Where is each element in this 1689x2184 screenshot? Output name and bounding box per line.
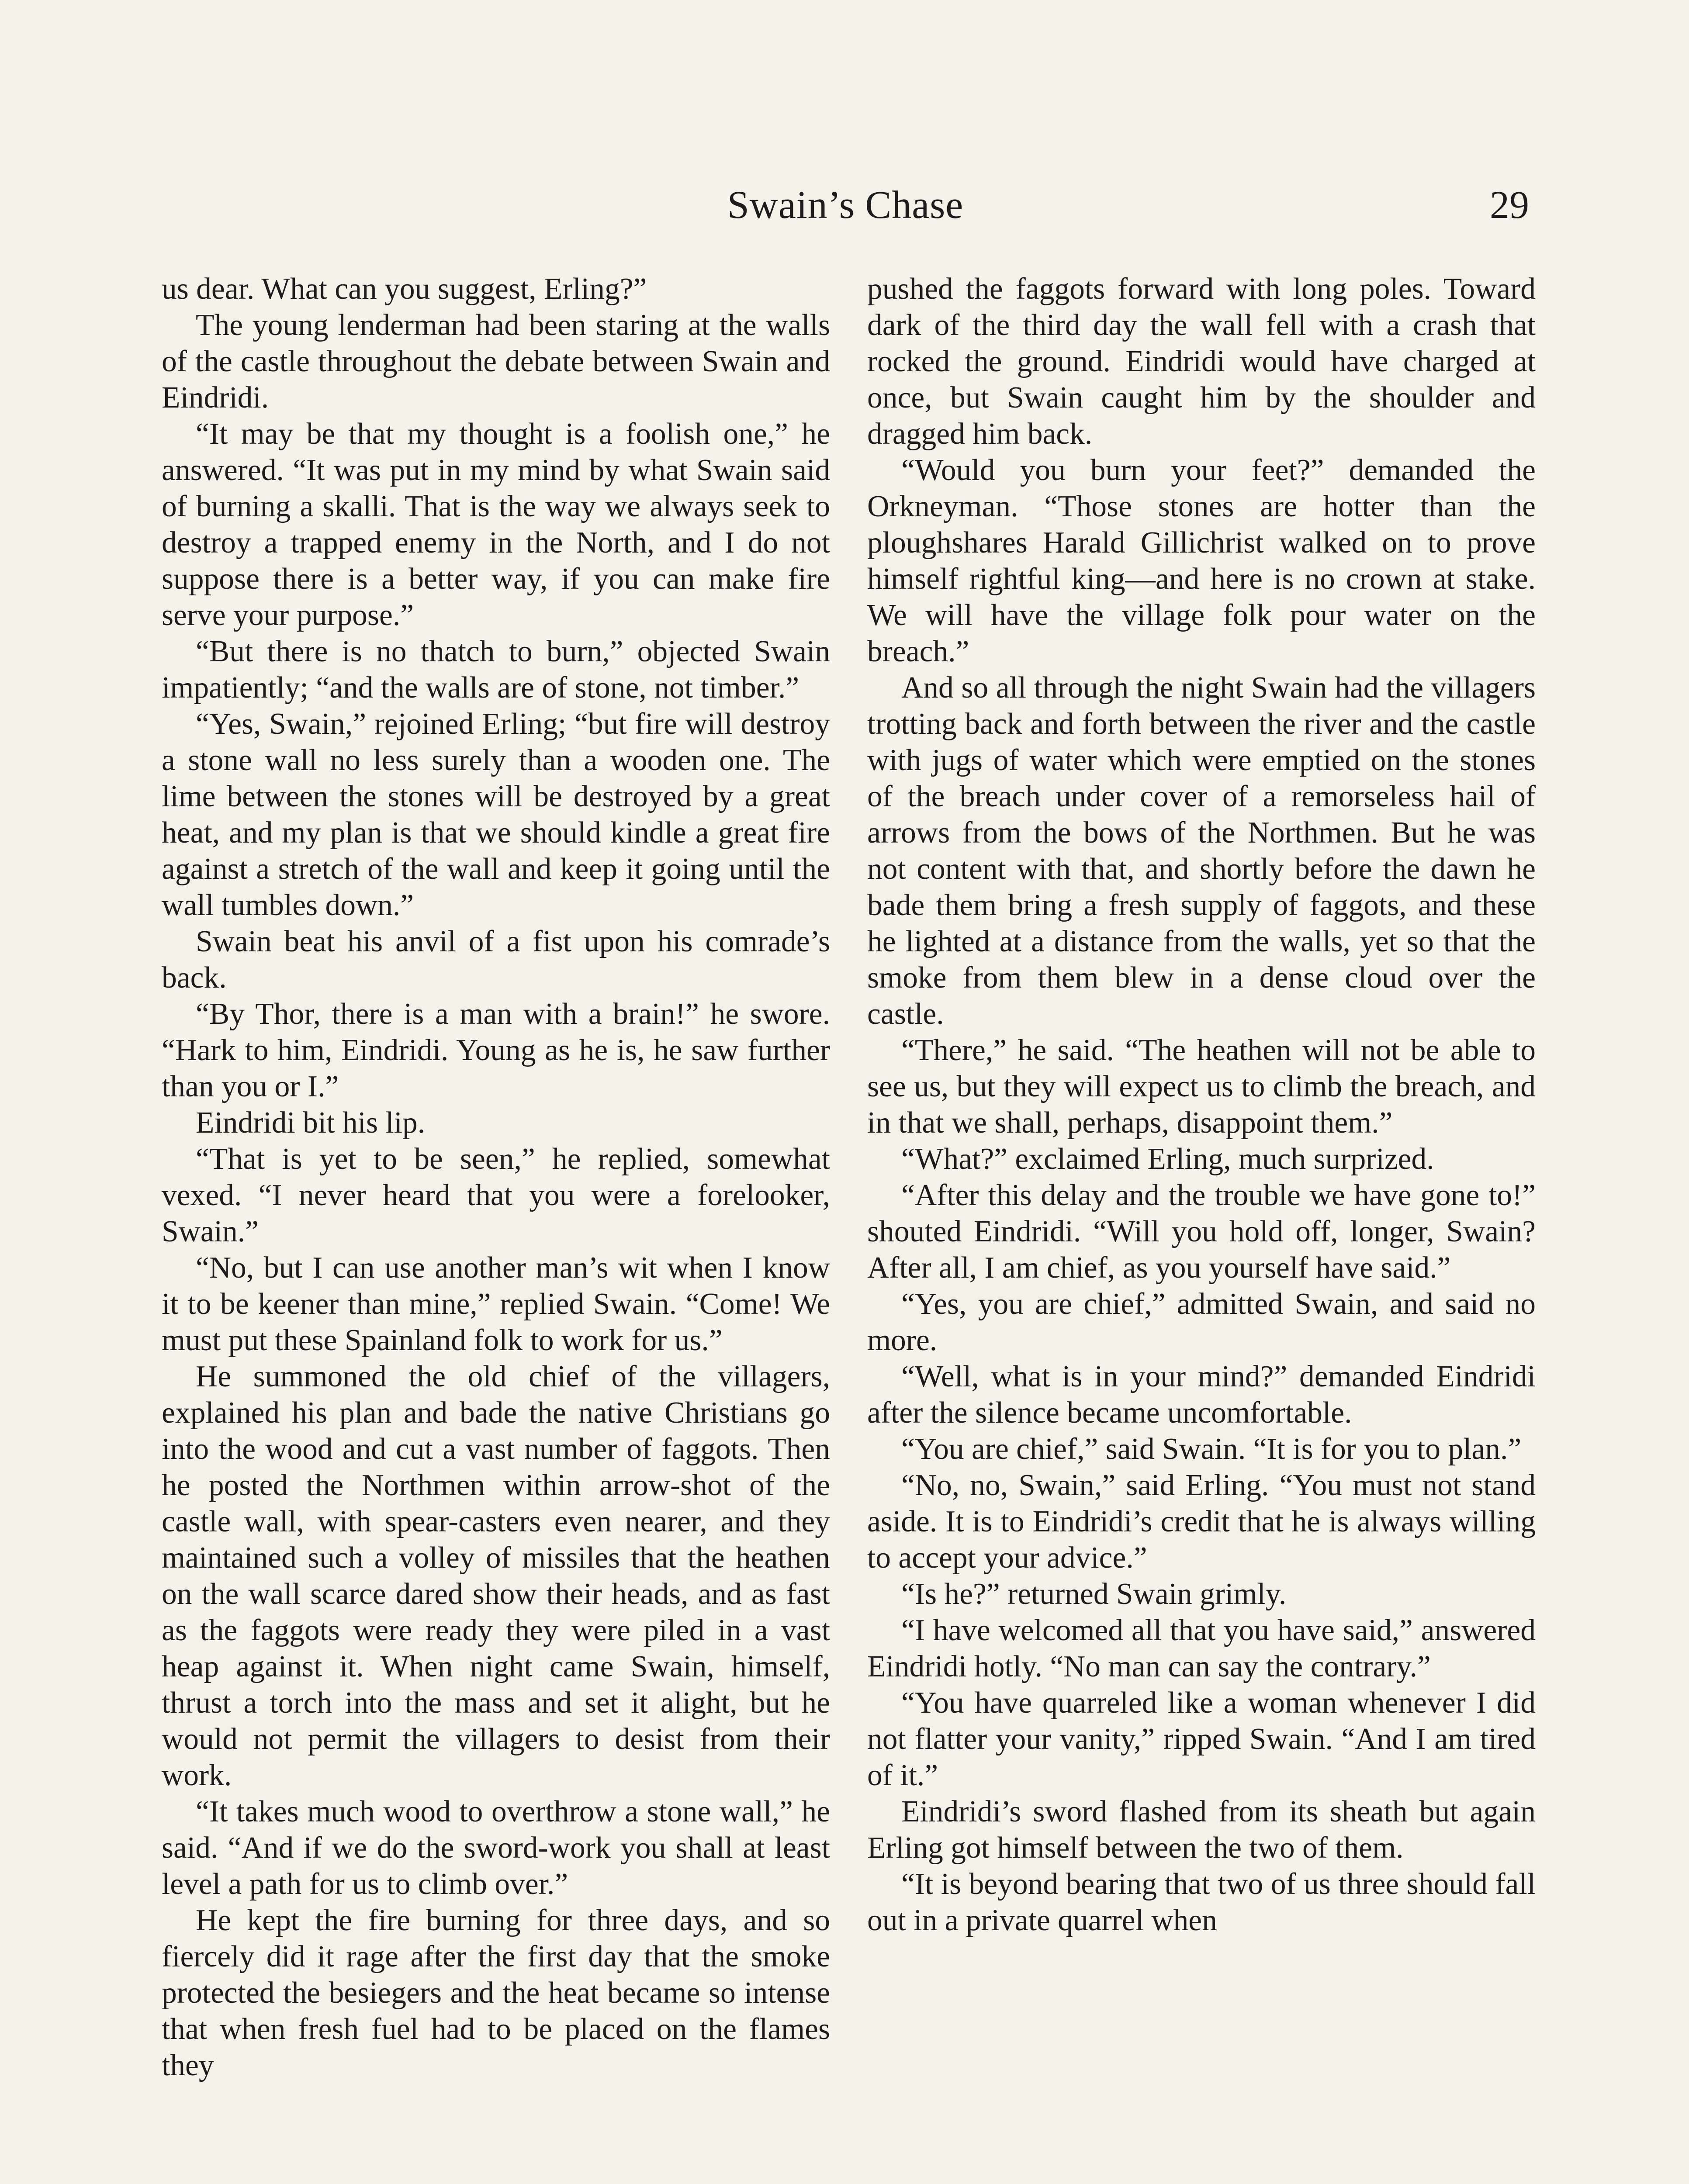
paragraph: “You are chief,” said Swain. “It is for you to plan.” [901, 1432, 1522, 1466]
paragraph: “After this delay and the trouble we have gone to!” shouted Eindridi. “Will you hold off, longer, Swain? After all, I am chief, as you yourself have said.” [867, 1178, 1536, 1285]
paragraph: “That is yet to be seen,” he replied, somewhat vexed. “I never heard that you were a forelooker, Swain.” [162, 1142, 830, 1248]
paragraph: Eindridi bit his lip. [196, 1106, 426, 1140]
paragraph: “It takes much wood to overthrow a stone wall,” he said. “And if we do the sword-work you shall at least level a path for us to climb over.” [162, 1795, 830, 1901]
paragraph: “Would you burn your feet?” demanded the Orkneyman. “Those stones are hotter than the ploughshares Harald Gillichrist walked on to prove himself rightful king—and here is no crown at stake. We will have the village folk pour water on the breach.” [867, 453, 1536, 668]
page-title: Swain’s Chase [727, 183, 964, 227]
paragraph: “It may be that my thought is a foolish one,” he answered. “It was put in my mind by what Swain said of burning a skalli. That is the way we always seek to destroy a trapped enemy in the North, and I do not suppose there is a better way, if you can make fire serve your purpose.” [162, 417, 830, 632]
paragraph: Swain beat his anvil of a fist upon his comrade’s back. [162, 925, 830, 995]
paragraph: “Is he?” returned Swain grimly. [901, 1577, 1287, 1611]
paragraph: And so all through the night Swain had the villagers trotting back and forth between the river and the castle with jugs of water which were emptied on the stones of the breach under cover of a remorseless hail of arrows from the bows of the Northmen. But he was not content with that, and shortly before the dawn he bade them bring a fresh supply of faggots, and these he lighted at a distance from the walls, yet so that the smoke from them blew in a dense cloud over the castle. [867, 671, 1536, 1031]
paragraph: He summoned the old chief of the villagers, explained his plan and bade the native Christians go into the wood and cut a vast number of faggots. Then he posted the Northmen within arrow-shot of the castle wall, with spear-casters even nearer, and they maintained such a volley of missiles that the heathen on the wall scarce dared show their heads, and as fast as the faggots were ready they were piled in a vast heap against it. When night came Swain, himself, thrust a torch into the mass and set it alight, but he would not permit the villagers to desist from their work. [162, 1360, 830, 1792]
paragraph: “What?” exclaimed Erling, much surprized. [901, 1142, 1434, 1176]
paragraph: “No, no, Swain,” said Erling. “You must not stand aside. It is to Eindridi’s credit that he is always willing to accept your advice.” [867, 1469, 1536, 1575]
paragraph: “You have quarreled like a woman whenever I did not flatter your vanity,” ripped Swain. “And I am tired of it.” [867, 1686, 1536, 1792]
paragraph: “But there is no thatch to burn,” objected Swain impatiently; “and the walls are of stone, not timber.” [162, 635, 830, 705]
paragraph: “It is beyond bearing that two of us three should fall out in a private quarrel when [867, 1867, 1536, 1937]
paragraph: “Well, what is in your mind?” demanded Eindridi after the silence became uncomfortable. [867, 1360, 1536, 1430]
paragraph: “By Thor, there is a man with a brain!” he swore. “Hark to him, Eindridi. Young as he is, he saw further than you or I.” [162, 997, 830, 1103]
page-number: 29 [1490, 183, 1529, 227]
paragraph: pushed the faggots forward with long poles. Toward dark of the third day the wall fell with a crash that rocked the ground. Eindridi would have charged at once, but Swain caught him by the shoulder and dragged him back. [867, 272, 1536, 451]
paragraph: He kept the fire burning for three days, and so fiercely did it rage after the first day that the smoke protected the besiegers and the heat became so intense that when fresh fuel had to be placed on the flames they [162, 1904, 830, 2082]
paragraph: “There,” he said. “The heathen will not be able to see us, but they will expect us to climb the breach, and in that we shall, perhaps, disappoint them.” [867, 1033, 1536, 1140]
paragraph: “I have welcomed all that you have said,” answered Eindridi hotly. “No man can say the contrary.” [867, 1614, 1536, 1683]
left-column [162, 271, 830, 2084]
paragraph: “Yes, you are chief,” admitted Swain, and said no more. [867, 1287, 1536, 1357]
paragraph: “No, but I can use another man’s wit when I know it to be keener than mine,” replied Swain. “Come! We must put these Spainland folk to work for us.” [162, 1251, 830, 1357]
running-head [162, 177, 1529, 234]
paragraph: “Yes, Swain,” rejoined Erling; “but fire will destroy a stone wall no less surely than a wooden one. The lime between the stones will be destroyed by a great heat, and my plan is that we should kindle a great fire against a stretch of the wall and keep it going until the wall tumbles down.” [162, 707, 830, 922]
right-column [867, 271, 1536, 1939]
paragraph: us dear. What can you suggest, Erling?” [162, 272, 647, 306]
paragraph: The young lenderman had been staring at the walls of the castle throughout the debate between Swain and Eindridi. [162, 308, 830, 415]
paragraph: Eindridi’s sword flashed from its sheath but again Erling got himself between the two of them. [867, 1795, 1536, 1865]
